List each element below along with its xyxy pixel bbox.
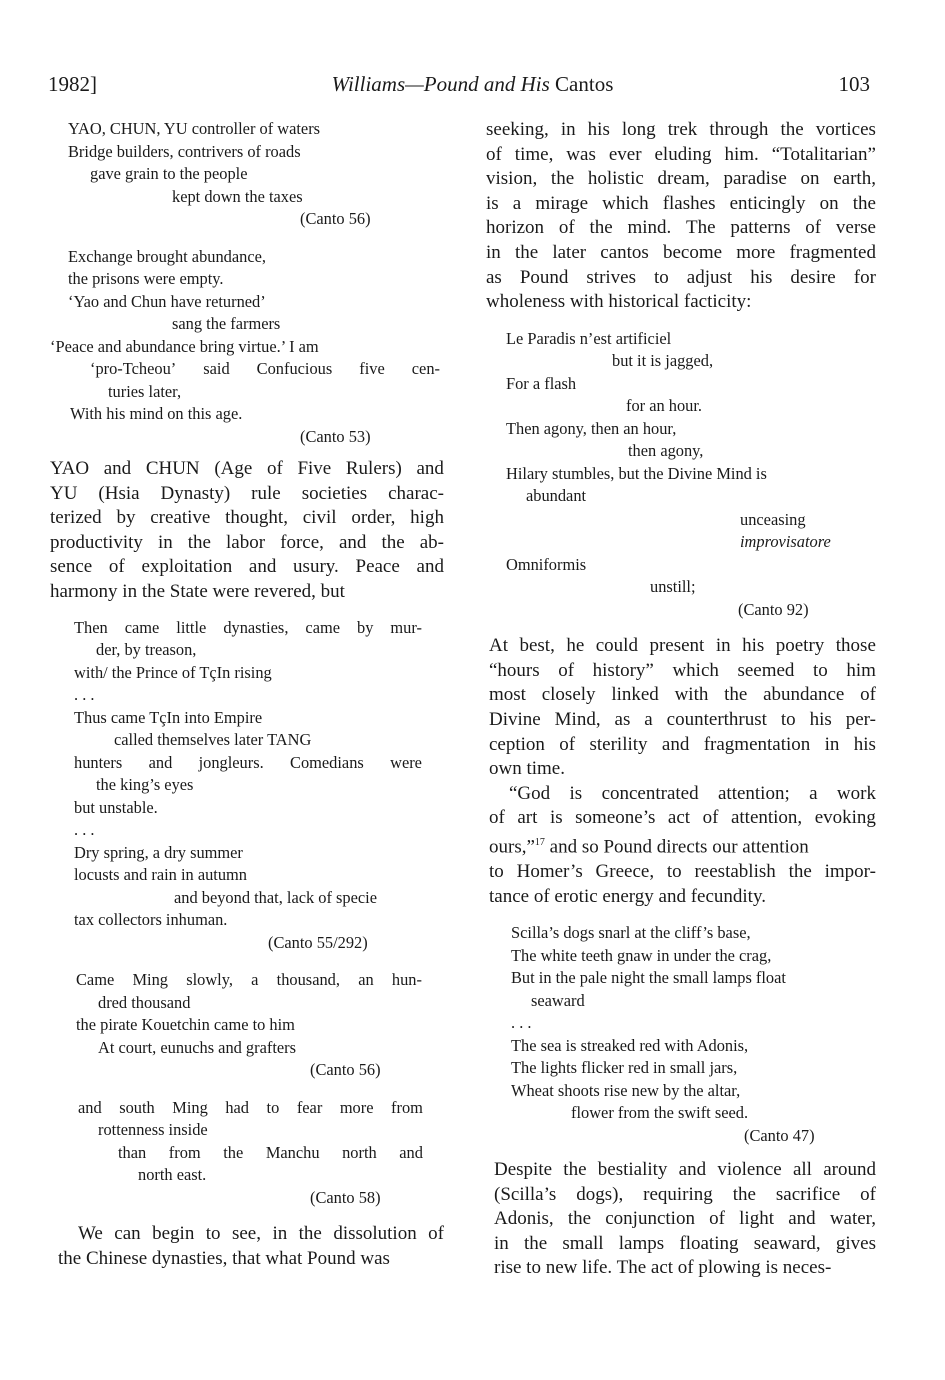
prose-line: YU (Hsia Dynasty) rule societies charac- [50, 482, 444, 504]
prose-line: is a mirage which flashes enticingly on the [486, 192, 876, 214]
verse-canto-55 [74, 617, 422, 955]
verse-line: ‘Yao and Chun have returned’ [68, 291, 266, 311]
verse-line: locusts and rain in autumn [74, 865, 247, 885]
verse-line: tax collectors inhuman. [74, 910, 228, 930]
paragraph-seeking [486, 118, 876, 315]
verse-canto-58 [78, 1097, 423, 1210]
verse-line: abundant [526, 486, 587, 506]
verse-line: Exchange brought abundance, [68, 246, 266, 266]
prose-line: productivity in the labor force, and the ab- [50, 531, 444, 553]
prose-line [489, 831, 876, 860]
paragraph-dissolution [58, 1222, 444, 1271]
running-header-volume: 1982] [48, 72, 97, 96]
verse-line: dred thousand [98, 992, 191, 1012]
canto-citation: (Canto 92) [738, 599, 809, 619]
verse-line: The lights flicker red in small jars, [511, 1058, 738, 1078]
verse-line: seaward [531, 990, 585, 1010]
prose-line: of art is someone’s act of attention, evoking [489, 807, 876, 829]
left-column [50, 118, 444, 1271]
verse-line: ‘Peace and abundance bring virtue.’ I am [50, 336, 319, 356]
paragraph-despite [494, 1158, 876, 1281]
page-number: 103 [838, 72, 870, 96]
prose-line: harmony in the State were revered, but [50, 580, 345, 602]
verse-line: With his mind on this age. [70, 404, 243, 423]
verse-line: . . . [511, 1013, 532, 1033]
prose-line: vision, the holistic dream, paradise on earth, [486, 168, 876, 190]
verse-line: than from the Manchu north and [118, 1142, 423, 1162]
right-column [486, 118, 876, 1281]
canto-citation: (Canto 47) [744, 1125, 815, 1145]
prose-line: in the small lamps floating seaward, gives [494, 1232, 876, 1254]
canto-citation: (Canto 58) [310, 1187, 381, 1207]
verse-line: with/ the Prince of TçIn rising [74, 662, 272, 682]
verse-line: Hilary stumbles, but the Divine Mind is [506, 463, 767, 483]
prose-line: as Pound strives to adjust his desire for [486, 266, 876, 288]
verse-line: ‘pro-Tcheou’ said Confucious five cen- [90, 359, 440, 378]
prose-line: wholeness with historical facticity: [486, 291, 752, 313]
prose-line: ception of sterility and fragmentation in his [489, 733, 876, 755]
prose-line: sence of exploitation and usury. Peace and [50, 556, 444, 578]
canto-citation: (Canto 56) [310, 1060, 381, 1080]
verse-line: turies later, [108, 381, 182, 401]
verse-line: Le Paradis n’est artificiel [506, 328, 672, 348]
verse-line: The sea is streaked red with Adonis, [511, 1035, 749, 1055]
verse-line: the pirate Kouetchin came to him [76, 1015, 295, 1035]
verse-line: north east. [138, 1165, 207, 1185]
footnote-marker: 17 [534, 837, 545, 848]
prose-line: to Homer’s Greece, to reestablish the impor- [489, 860, 876, 882]
prose-line: terized by creative thought, civil order, high [50, 507, 444, 529]
verse-canto-92 [506, 328, 876, 622]
verse-line: Bridge builders, contrivers of roads [68, 141, 301, 161]
verse-line: and beyond that, lack of specie [174, 887, 377, 907]
verse-line: der, by treason, [96, 640, 197, 660]
verse-canto-56-a [68, 118, 444, 231]
verse-line: for an hour. [626, 396, 703, 416]
verse-line: Omniformis [506, 554, 587, 574]
verse-line: Wheat shoots rise new by the altar, [511, 1080, 741, 1100]
paragraph-at-best [489, 634, 876, 782]
verse-line: . . . [74, 820, 95, 840]
canto-citation: (Canto 53) [300, 426, 371, 446]
prose-text: ours,” [489, 836, 535, 858]
verse-line: But in the pale night the small lamps float [511, 968, 786, 988]
verse-line: kept down the taxes [172, 186, 303, 206]
verse-line: unceasing [740, 509, 806, 529]
verse-line: and south Ming had to fear more from [78, 1097, 423, 1117]
verse-line: For a flash [506, 373, 577, 393]
prose-line: own time. [489, 758, 565, 780]
verse-line: gave grain to the people [90, 164, 248, 183]
prose-line: horizon of the mind. The patterns of verse [486, 217, 876, 239]
prose-line: tance of erotic energy and fecundity. [489, 885, 766, 907]
prose-line: (Scilla’s dogs), requiring the sacrifice of [494, 1183, 876, 1205]
running-header-title [0, 72, 945, 97]
verse-canto-47 [511, 922, 876, 1147]
prose-line: in the later cantos become more fragmented [486, 241, 876, 263]
verse-line: Dry spring, a dry summer [74, 842, 243, 862]
prose-line: At best, he could present in his poetry those [489, 635, 876, 657]
verse-line: Thus came TçIn into Empire [74, 707, 263, 727]
prose-line: most closely linked with the abundance of [489, 684, 876, 706]
verse-line: called themselves later TANG [114, 730, 312, 750]
verse-canto-56-b [76, 969, 422, 1082]
canto-citation: (Canto 55/292) [268, 932, 368, 952]
prose-line: We can begin to see, in the dissolution of [78, 1223, 444, 1245]
running-header-title-italic: Williams—Pound and His [331, 72, 550, 96]
verse-line: rottenness inside [98, 1120, 208, 1140]
verse-line: flower from the swift seed. [571, 1103, 749, 1123]
verse-line: then agony, [628, 441, 704, 461]
prose-line: Adonis, the conjunction of light and water, [494, 1208, 876, 1230]
verse-line: Then came little dynasties, came by mur- [74, 617, 422, 637]
verse-line: improvisatore [740, 532, 831, 552]
running-header-title-cantos: Cantos [555, 72, 614, 96]
verse-line: the prisons were empty. [68, 269, 224, 288]
verse-line: Then agony, then an hour, [506, 418, 677, 438]
paragraph-yao-chun [50, 457, 444, 605]
verse-line: the king’s eyes [96, 775, 194, 795]
prose-line: YAO and CHUN (Age of Five Rulers) and [50, 458, 444, 479]
prose-line: seeking, in his long trek through the vortices [486, 119, 876, 140]
verse-line: At court, eunuchs and grafters [98, 1037, 296, 1057]
prose-line: Divine Mind, as a counterthrust to his per- [489, 709, 876, 731]
prose-line: of time, was ever eluding him. “Totalitarian” [486, 143, 876, 165]
verse-line: but unstable. [74, 797, 158, 817]
verse-canto-53 [50, 246, 444, 449]
verse-line: The white teeth gnaw in under the crag, [511, 945, 772, 965]
prose-text: and so Pound directs our attention [544, 836, 809, 858]
paragraph-god-is [489, 782, 876, 909]
verse-line: unstill; [650, 577, 696, 597]
verse-line: Came Ming slowly, a thousand, an hun- [76, 970, 422, 990]
verse-line: but it is jagged, [612, 351, 714, 371]
canto-citation: (Canto 56) [300, 209, 371, 228]
prose-line: the Chinese dynasties, that what Pound was [58, 1247, 390, 1269]
verse-line: Scilla’s dogs snarl at the cliff’s base, [511, 923, 751, 943]
prose-line: “God is concentrated attention; a work [509, 782, 876, 804]
verse-line: YAO, CHUN, YU controller of waters [68, 119, 321, 138]
verse-line: . . . [74, 685, 95, 705]
prose-line: “hours of history” which seemed to him [489, 659, 876, 681]
verse-line: sang the farmers [172, 314, 281, 333]
verse-line: hunters and jongleurs. Comedians were [74, 752, 422, 772]
prose-line: Despite the bestiality and violence all around [494, 1159, 876, 1181]
prose-line: rise to new life. The act of plowing is neces- [494, 1257, 832, 1279]
